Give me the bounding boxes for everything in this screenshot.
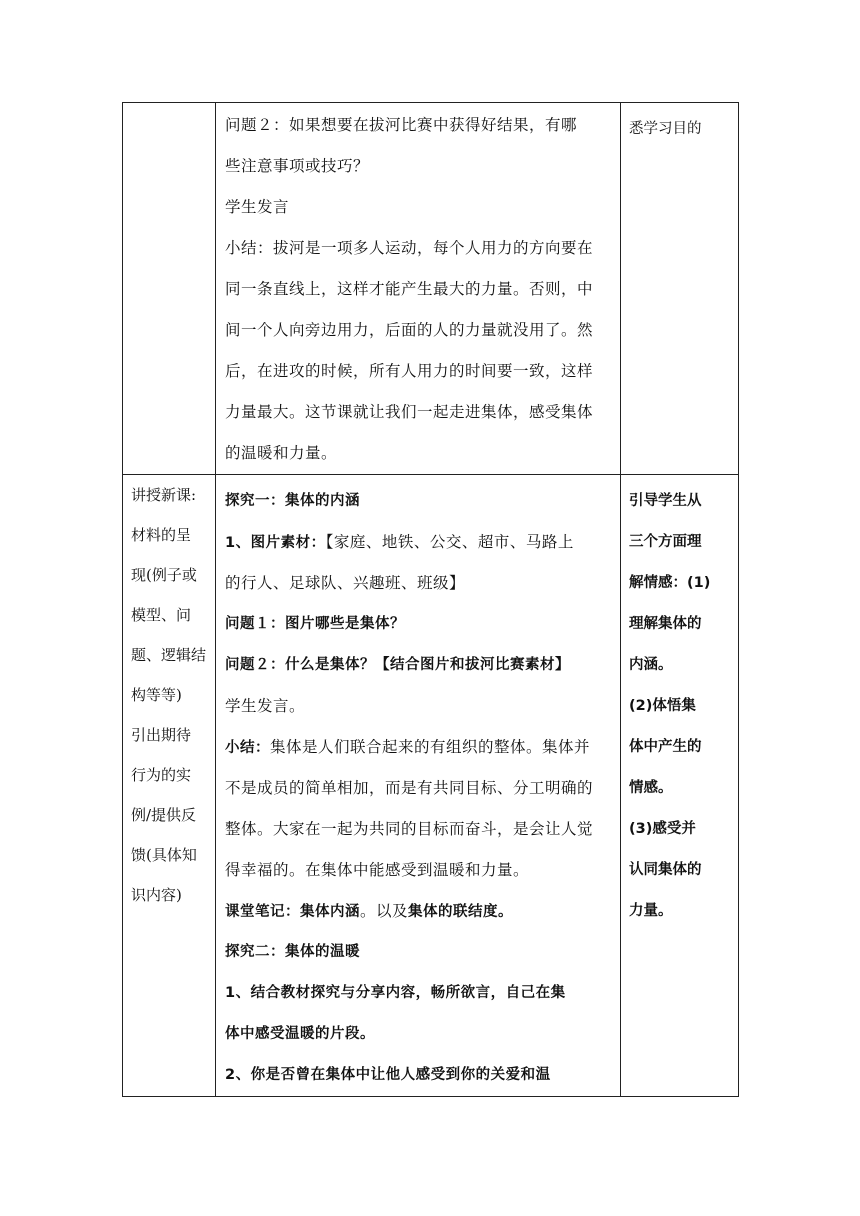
- material-label: 1、图片素材：: [225, 535, 326, 551]
- purpose-line: 悉学习目的: [629, 121, 702, 137]
- purpose-line: 体中产生的: [629, 739, 702, 755]
- summary-label: 小结：: [225, 740, 270, 756]
- stage-line: 例/提供反: [131, 806, 197, 824]
- text-line: [225, 727, 614, 768]
- purpose-cell: [621, 103, 739, 475]
- purpose-line: 理解集体的: [629, 616, 702, 632]
- text-line: 学生发言: [225, 198, 290, 216]
- notes-label: 课堂笔记：集体内涵: [225, 904, 360, 920]
- stage-line: 讲授新课:: [131, 486, 197, 504]
- text-line: 些注意事项或技巧？: [225, 157, 370, 175]
- activity-cell: [216, 103, 621, 475]
- stage-line: 识内容): [131, 886, 182, 904]
- text-line: 体中感受温暖的片段。: [225, 1026, 375, 1042]
- text-line: [225, 891, 614, 932]
- text-line: 小结：拔河是一项多人运动，每个人用力的方向要在: [225, 239, 594, 257]
- purpose-line: 三个方面理: [629, 534, 702, 550]
- stage-line: 引出期待: [131, 726, 192, 744]
- text-line: 整体。大家在一起为共同的目标而奋斗，是会让人觉: [225, 820, 594, 838]
- purpose-line: 解情感：(1): [629, 575, 711, 591]
- stage-cell: [123, 475, 216, 1097]
- stage-line: 构等等): [131, 686, 182, 704]
- text-line: 问题２：如果想要在拔河比赛中获得好结果，有哪: [225, 116, 578, 134]
- text-line: 力量最大。这节课就让我们一起走进集体，感受集体: [225, 403, 594, 421]
- summary-text: 集体是人们联合起来的有组织的整体。集体并: [270, 738, 591, 756]
- stage-line: 现(例子或: [131, 566, 197, 584]
- purpose-cell: [621, 475, 739, 1097]
- notes-tail: 集体的联结度。: [408, 904, 514, 920]
- text-line: 间一个人向旁边用力，后面的人的力量就没用了。然: [225, 321, 594, 339]
- activity-cell: [216, 475, 621, 1097]
- text-line: 得幸福的。在集体中能感受到温暖和力量。: [225, 861, 530, 879]
- text-line: 学生发言。: [225, 697, 306, 715]
- table-row: [123, 103, 739, 475]
- stage-line: 模型、问: [131, 606, 192, 624]
- text-line: 2、你是否曾在集体中让他人感受到你的关爱和温: [225, 1067, 551, 1083]
- lesson-plan-table: [122, 102, 739, 1097]
- question-two: 问题２：什么是集体？【结合图片和拔河比赛素材】: [225, 657, 570, 673]
- table-row: [123, 475, 739, 1097]
- notes-mid: 。以及: [360, 902, 409, 920]
- purpose-line: 认同集体的: [629, 862, 702, 878]
- stage-line: 题、逻辑结: [131, 646, 207, 664]
- stage-line: 材料的呈: [131, 526, 192, 544]
- purpose-line: 引导学生从: [629, 493, 702, 509]
- question-one: 问题１：图片哪些是集体？: [225, 616, 405, 632]
- text-line: 的行人、足球队、兴趣班、班级】: [225, 574, 466, 592]
- purpose-line: 内涵。: [629, 657, 673, 673]
- stage-line: 行为的实: [131, 766, 192, 784]
- explore-one-title: 探究一：集体的内涵: [225, 493, 360, 509]
- explore-two-title: 探究二：集体的温暖: [225, 944, 360, 960]
- stage-line: 馈(具体知: [131, 846, 197, 864]
- text-line: 的温暖和力量。: [225, 444, 338, 462]
- purpose-line: (3)感受并: [629, 821, 696, 837]
- text-line: 1、结合教材探究与分享内容，畅所欲言，自己在集: [225, 985, 566, 1001]
- text-line: 同一条直线上，这样才能产生最大的力量。否则，中: [225, 280, 594, 298]
- text-line: 后，在进攻的时候，所有人用力的时间要一致，这样: [225, 362, 594, 380]
- purpose-line: 力量。: [629, 903, 673, 919]
- purpose-line: 情感。: [629, 780, 673, 796]
- text-line: [225, 522, 614, 563]
- purpose-line: (2)体悟集: [629, 698, 696, 714]
- text-line: 不是成员的简单相加，而是有共同目标、分工明确的: [225, 779, 594, 797]
- stage-cell: [123, 103, 216, 475]
- material-text: 【家庭、地铁、公交、超市、马路上: [325, 533, 574, 551]
